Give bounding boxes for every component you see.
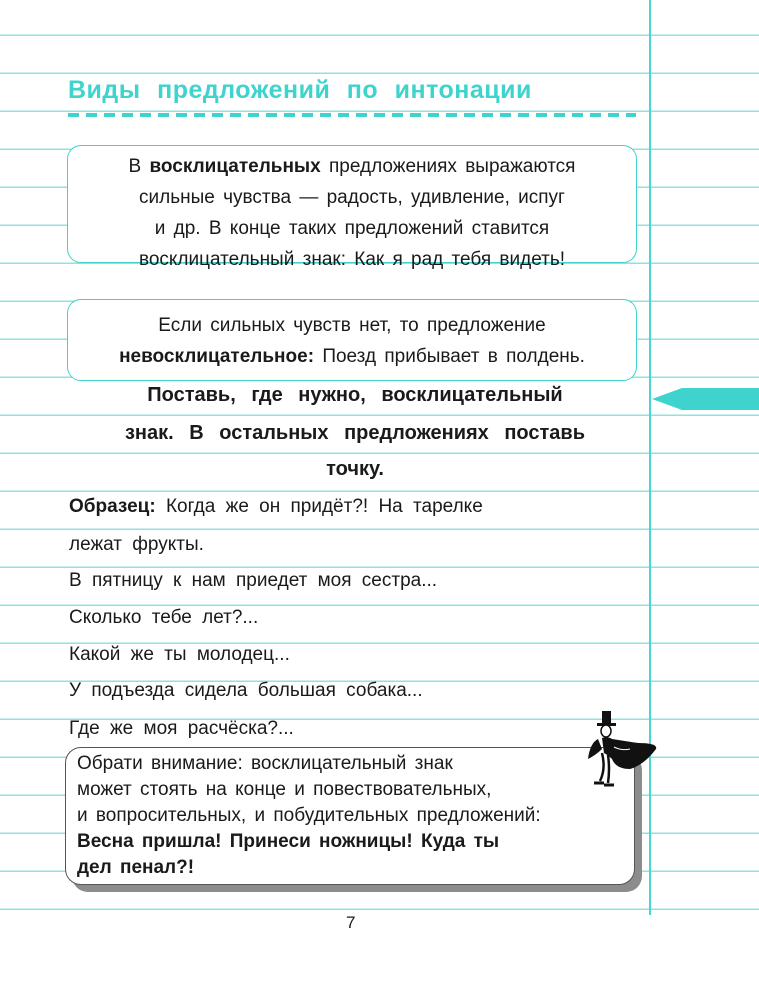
exercise-sentence: Какой же ты молодец... — [69, 644, 290, 665]
margin-line — [649, 0, 651, 1000]
rule-line: восклицательный знак: Как я рад тебя видеть! — [138, 249, 566, 270]
rule-line: Если сильных чувств нет, то предложение — [158, 315, 546, 336]
sample-line: Образец: Когда же он придёт?! На тарелке — [69, 496, 483, 517]
note-box — [65, 747, 635, 885]
sample-label: Образец: — [69, 496, 156, 517]
rule-box-exclamatory — [67, 145, 637, 270]
page-title: Виды предложений по интонации — [68, 76, 532, 104]
rule-line: невосклицательное: Поезд прибывает в полдень. — [119, 346, 585, 367]
rule-term: восклицательных — [149, 156, 321, 177]
task-instruction-line: знак. В остальных предложениях поставь — [124, 422, 586, 444]
note-line: Весна пришла! Принеси ножницы! Куда ты — [77, 831, 500, 852]
title-dashed-underline — [68, 113, 636, 117]
exercise-sentence: У подъезда сидела большая собака... — [69, 680, 423, 701]
task-instruction-line: Поставь, где нужно, восклицательный — [147, 384, 563, 406]
rule-box-nonexclamatory — [67, 299, 637, 381]
task-instruction-line: точку. — [326, 458, 384, 480]
rule-term: невосклицательное: — [119, 346, 315, 367]
note-line: может стоять на конце и повествовательных, — [77, 779, 492, 800]
page-footer-area — [0, 915, 759, 1000]
sample-line: лежат фрукты. — [69, 534, 204, 555]
rule-line: В восклицательных предложениях выражаются — [128, 156, 576, 177]
clown-figure-icon — [574, 709, 664, 805]
note-line: дел пенал?! — [77, 857, 195, 878]
note-line: и вопросительных, и побудительных предложений: — [77, 805, 541, 826]
page-number: 7 — [346, 913, 356, 932]
rule-line: сильные чувства — радость, удивление, испуг — [139, 187, 565, 208]
exercise-sentence: Где же моя расчёска?... — [69, 718, 294, 739]
rule-line: и др. В конце таких предложений ставится — [154, 218, 550, 239]
exercise-sentence: В пятницу к нам приедет моя сестра... — [69, 570, 438, 591]
tab-pointer-icon — [652, 386, 759, 412]
note-line: Обрати внимание: восклицательный знак — [77, 753, 453, 774]
exercise-sentence: Сколько тебе лет?... — [69, 607, 259, 628]
